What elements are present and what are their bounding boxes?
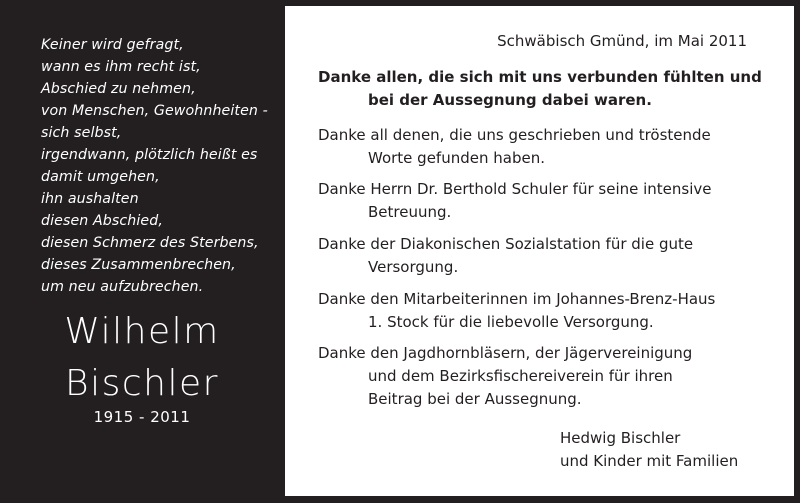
poem-line: irgendwann, plötzlich heißt es bbox=[41, 147, 258, 163]
poem-line: Keiner wird gefragt, bbox=[41, 37, 184, 53]
signature-line: und Kinder mit Familien bbox=[560, 452, 739, 470]
thanks-panel bbox=[285, 6, 794, 496]
poem-line: sich selbst, bbox=[41, 125, 122, 141]
deceased-first-name: Wilhelm bbox=[64, 311, 220, 352]
thanks-line: Danke den Mitarbeiterinnen im Johannes-Brenz-Haus bbox=[318, 290, 716, 308]
thanks-paragraph bbox=[318, 124, 788, 170]
thanks-line: Danke Herrn Dr. Berthold Schuler für seine intensive bbox=[318, 180, 712, 198]
poem-line: damit umgehen, bbox=[41, 169, 160, 185]
thanks-line: Danke all denen, die uns geschrieben und tröstende bbox=[318, 126, 711, 144]
thanks-line: Danke allen, die sich mit uns verbunden fühlten und bbox=[318, 68, 762, 86]
thanks-paragraph bbox=[318, 178, 788, 224]
thanks-paragraph bbox=[318, 233, 788, 279]
thanks-line: 1. Stock für die liebevolle Versorgung. bbox=[368, 313, 654, 331]
thanks-line: und dem Bezirksfischereiverein für ihren bbox=[368, 367, 673, 385]
thanks-line: Worte gefunden haben. bbox=[368, 149, 545, 167]
poem-line: wann es ihm recht ist, bbox=[41, 59, 201, 75]
poem bbox=[41, 34, 268, 298]
poem-line: von Menschen, Gewohnheiten - bbox=[41, 103, 268, 119]
thanks-line: Danke der Diakonischen Sozialstation für die gute bbox=[318, 235, 694, 253]
thanks-line: Danke den Jagdhornbläsern, der Jägervereinigung bbox=[318, 344, 693, 362]
thanks-line: bei der Aussegnung dabei waren. bbox=[368, 91, 652, 109]
poem-line: dieses Zusammenbrechen, bbox=[41, 257, 236, 273]
thanks-line: Betreuung. bbox=[368, 203, 452, 221]
poem-line: ihn aushalten bbox=[41, 191, 139, 207]
signature-line: Hedwig Bischler bbox=[560, 429, 681, 447]
poem-line: diesen Schmerz des Sterbens, bbox=[41, 235, 259, 251]
memorial-panel bbox=[0, 0, 284, 503]
thanks-paragraph bbox=[318, 288, 788, 334]
life-years: 1915 - 2011 bbox=[93, 408, 191, 426]
signature bbox=[560, 427, 738, 473]
poem-line: Abschied zu nehmen, bbox=[41, 81, 196, 97]
poem-line: um neu aufzubrechen. bbox=[41, 279, 204, 295]
deceased-last-name: Bischler bbox=[65, 363, 219, 404]
thanks-paragraph bbox=[318, 342, 788, 411]
thanks-line: Versorgung. bbox=[368, 258, 459, 276]
poem-line: diesen Abschied, bbox=[41, 213, 163, 229]
thanks-paragraph bbox=[318, 66, 788, 112]
place-date: Schwäbisch Gmünd, im Mai 2011 bbox=[497, 32, 747, 50]
thanks-line: Beitrag bei der Aussegnung. bbox=[368, 390, 582, 408]
